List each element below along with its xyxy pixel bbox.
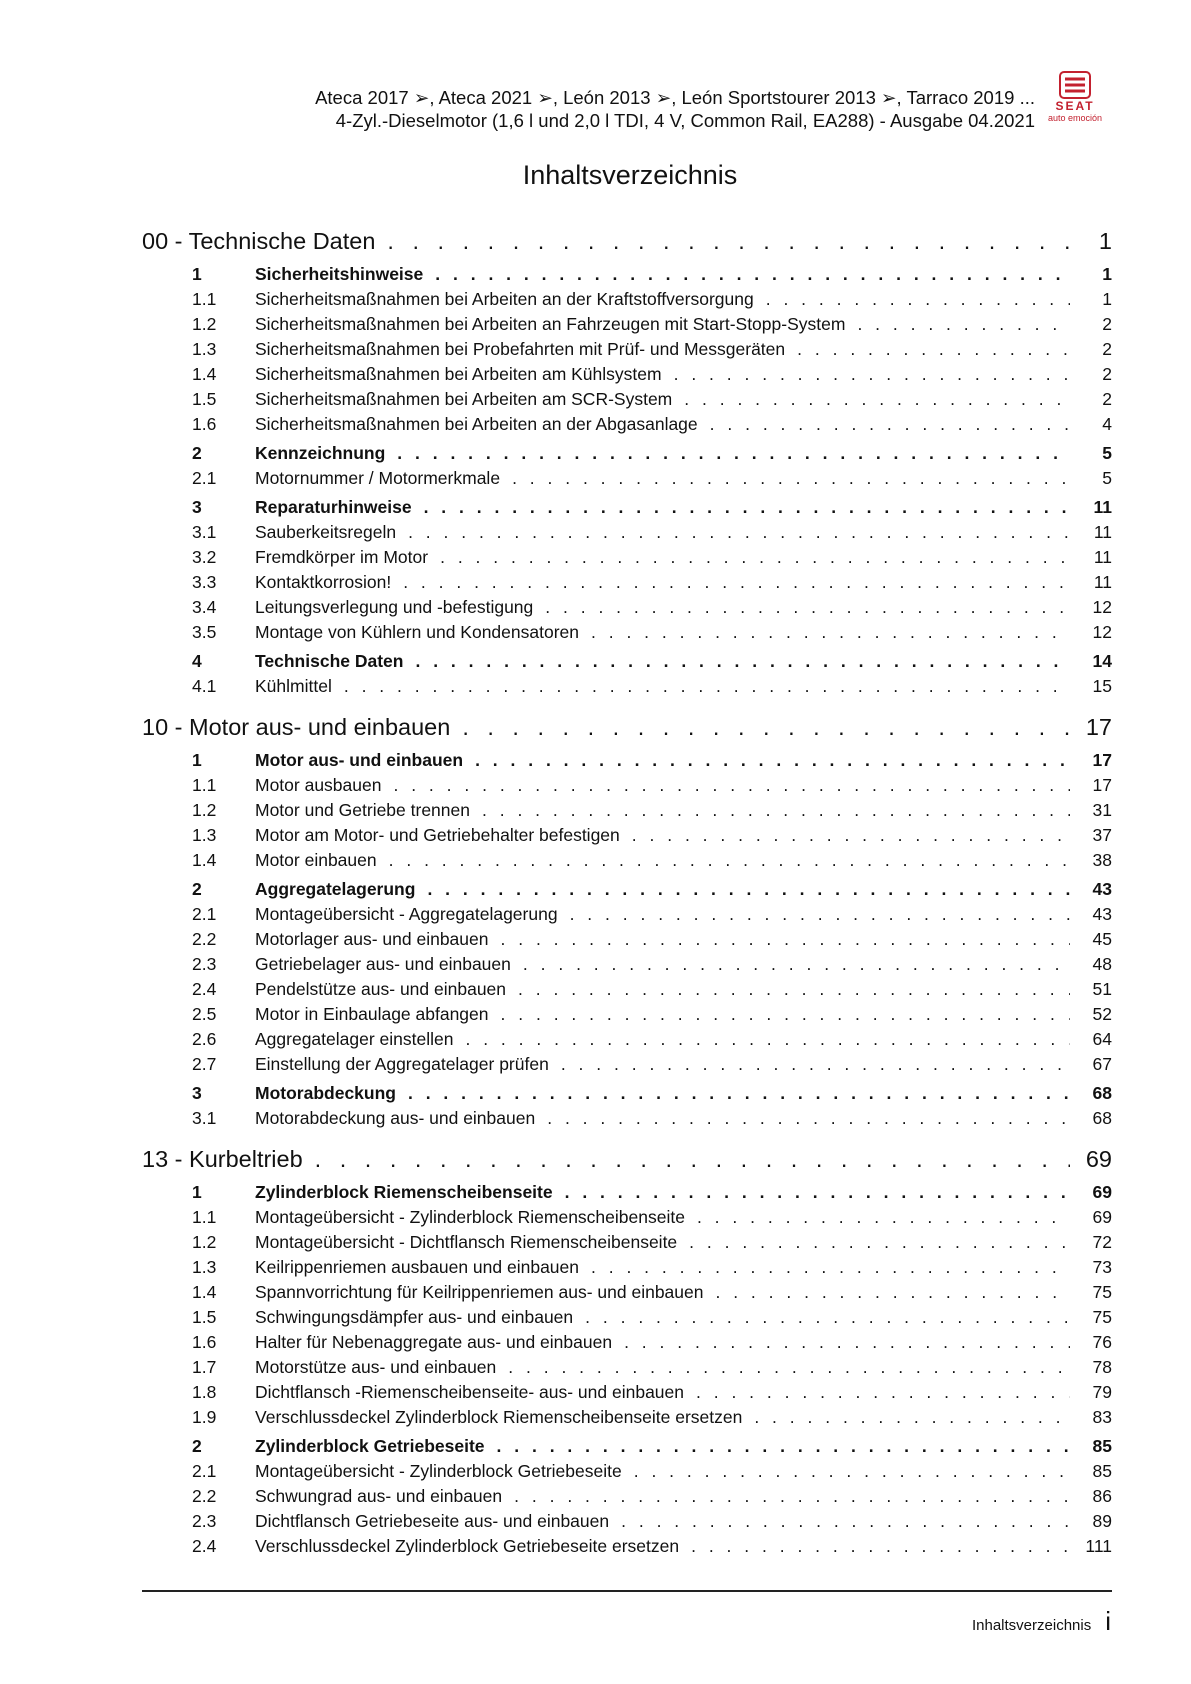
dot-leader: [715, 1282, 1070, 1303]
dot-leader: [523, 954, 1070, 975]
dot-leader: [565, 1182, 1070, 1203]
dot-leader: [427, 879, 1070, 900]
toc-subsection-entry-page: 78: [1092, 1357, 1112, 1377]
toc-section-entry-page: 68: [1092, 1083, 1112, 1103]
toc-subsection-entry-title: Motorabdeckung aus- und einbauen: [255, 1108, 536, 1128]
toc-subsection-entry[interactable]: [142, 1108, 1112, 1133]
toc-subsection-entry-number: 1.3: [192, 1257, 217, 1277]
toc-chapter-entry[interactable]: [142, 1146, 1112, 1178]
toc-section-entry-title: Aggregatelagerung: [255, 879, 416, 899]
dot-leader: [766, 289, 1070, 310]
seat-logo: [1040, 70, 1110, 123]
toc-subsection-entry-number: 1.3: [192, 339, 217, 359]
dot-leader: [415, 651, 1070, 672]
toc-subsection-entry-page: 75: [1092, 1307, 1112, 1327]
dot-leader: [674, 364, 1070, 385]
dot-leader: [585, 1307, 1070, 1328]
toc-subsection-entry-page: 72: [1092, 1232, 1112, 1252]
toc-section-entry[interactable]: [142, 750, 1112, 775]
toc-subsection-entry[interactable]: [142, 389, 1112, 414]
toc-subsection-entry[interactable]: [142, 1232, 1112, 1257]
toc-subsection-entry-page: 68: [1092, 1108, 1112, 1128]
toc-section-entry[interactable]: [142, 1083, 1112, 1108]
toc-subsection-entry-number: 2.1: [192, 468, 217, 488]
toc-subsection-entry-number: 1.9: [192, 1407, 217, 1427]
toc-subsection-entry-title: Motor und Getriebe trennen: [255, 800, 470, 820]
toc-subsection-entry-title: Spannvorrichtung für Keilrippenriemen aus- und einbauen: [255, 1282, 704, 1302]
toc-section-entry-title: Technische Daten: [255, 651, 404, 671]
toc-subsection-entry-page: 79: [1092, 1382, 1112, 1402]
toc-subsection-entry-number: 2.2: [192, 1486, 217, 1506]
dot-leader: [561, 1054, 1070, 1075]
footer-page-number: i: [1105, 1606, 1111, 1636]
table-of-contents: [142, 228, 1112, 1561]
dot-leader: [621, 1511, 1070, 1532]
dot-leader: [344, 676, 1070, 697]
toc-subsection-entry[interactable]: [142, 1486, 1112, 1511]
toc-subsection-entry-number: 3.3: [192, 572, 217, 592]
toc-subsection-entry-page: 67: [1092, 1054, 1112, 1074]
footer-divider: [142, 1590, 1112, 1592]
toc-subsection-entry[interactable]: [142, 1029, 1112, 1054]
toc-section-entry-number: 1: [192, 264, 202, 284]
dot-leader: [497, 1436, 1070, 1457]
toc-subsection-entry-number: 1.2: [192, 1232, 217, 1252]
dot-leader: [482, 800, 1070, 821]
page-title: Inhaltsverzeichnis: [522, 160, 738, 190]
dot-leader: [570, 904, 1070, 925]
toc-subsection-entry[interactable]: [142, 800, 1112, 825]
toc-chapter-entry[interactable]: [142, 228, 1112, 260]
toc-subsection-entry-number: 1.5: [192, 1307, 217, 1327]
dot-leader: [465, 1029, 1070, 1050]
toc-section-entry[interactable]: [142, 443, 1112, 468]
toc-section-entry-page: 14: [1092, 651, 1112, 671]
toc-chapter-entry[interactable]: [142, 714, 1112, 746]
dot-leader: [710, 414, 1070, 435]
toc-subsection-entry-number: 1.7: [192, 1357, 217, 1377]
dot-leader: [397, 443, 1070, 464]
toc-chapter: [142, 228, 1112, 701]
toc-section-entry-title: Kennzeichnung: [255, 443, 386, 463]
toc-subsection-entry-number: 1.4: [192, 364, 217, 384]
toc-section-entry-number: 2: [192, 443, 202, 463]
toc-subsection-entry-page: 64: [1092, 1029, 1112, 1049]
toc-subsection-entry[interactable]: [142, 1511, 1112, 1536]
dot-leader: [440, 547, 1070, 568]
toc-subsection-entry-page: 76: [1092, 1332, 1112, 1352]
toc-subsection-entry-page: 89: [1092, 1511, 1112, 1531]
toc-subsection-entry-number: 1.3: [192, 825, 217, 845]
toc-subsection-entry-title: Pendelstütze aus- und einbauen: [255, 979, 507, 999]
toc-subsection-entry-title: Leitungsverlegung und -befestigung: [255, 597, 534, 617]
toc-subsection-entry[interactable]: [142, 314, 1112, 339]
toc-section-entry[interactable]: [142, 651, 1112, 676]
toc-subsection-entry[interactable]: [142, 1357, 1112, 1382]
toc-subsection-entry[interactable]: [142, 339, 1112, 364]
dot-leader: [501, 929, 1071, 950]
toc-subsection-entry-page: 1: [1102, 289, 1112, 309]
dot-leader: [389, 850, 1070, 871]
toc-subsection-entry-title: Motorlager aus- und einbauen: [255, 929, 489, 949]
toc-subsection-entry[interactable]: [142, 1536, 1112, 1561]
toc-subsection-entry-number: 1.8: [192, 1382, 217, 1402]
toc-subsection-entry[interactable]: [142, 954, 1112, 979]
dot-leader: [797, 339, 1070, 360]
toc-subsection-entry-title: Kontaktkorrosion!: [255, 572, 392, 592]
toc-subsection-entry[interactable]: [142, 904, 1112, 929]
toc-subsection-entry-page: 51: [1092, 979, 1112, 999]
toc-subsection-entry-title: Montageübersicht - Dichtflansch Riemenscheibenseite: [255, 1232, 678, 1252]
toc-subsection-entry-page: 12: [1092, 622, 1112, 642]
toc-subsection-entry-title: Aggregatelager einstellen: [255, 1029, 454, 1049]
toc-subsection-entry-number: 2.4: [192, 1536, 217, 1556]
toc-chapter-entry-page: 1: [1098, 228, 1112, 254]
toc-subsection-entry-page: 4: [1102, 414, 1112, 434]
toc-subsection-entry-page: 17: [1092, 775, 1112, 795]
toc-section-entry[interactable]: [142, 1182, 1112, 1207]
dot-leader: [691, 1536, 1070, 1557]
dot-leader: [424, 497, 1070, 518]
dot-leader: [689, 1232, 1070, 1253]
toc-subsection-entry-page: 5: [1102, 468, 1112, 488]
logo-tagline: auto emoción: [1047, 113, 1103, 123]
toc-subsection-entry-title: Fremdkörper im Motor: [255, 547, 429, 567]
toc-subsection-entry-title: Schwungrad aus- und einbauen: [255, 1486, 503, 1506]
toc-section-entry-title: Motor aus- und einbauen: [255, 750, 464, 770]
dot-leader: [697, 1207, 1070, 1228]
toc-section-entry-number: 2: [192, 1436, 202, 1456]
dot-leader: [408, 1083, 1070, 1104]
logo-brand: SEAT: [1055, 99, 1095, 113]
dot-leader: [501, 1004, 1070, 1025]
toc-subsection-entry-title: Verschlussdeckel Zylinderblock Riemenscheibenseite ersetzen: [255, 1407, 743, 1427]
toc-section-entry-title: Zylinderblock Getriebeseite: [255, 1436, 485, 1456]
toc-subsection-entry-title: Motor ausbauen: [255, 775, 382, 795]
toc-subsection-entry-number: 2.7: [192, 1054, 217, 1074]
toc-subsection-entry[interactable]: [142, 522, 1112, 547]
page-footer: [972, 1606, 1111, 1637]
toc-chapter-entry-title: 00 - Technische Daten: [142, 228, 376, 254]
toc-section-entry-page: 43: [1092, 879, 1112, 899]
toc-subsection-entry-title: Halter für Nebenaggregate aus- und einbauen: [255, 1332, 613, 1352]
toc-subsection-entry[interactable]: [142, 468, 1112, 493]
toc-subsection-entry-page: 31: [1092, 800, 1112, 820]
dot-leader: [754, 1407, 1070, 1428]
toc-section-entry-page: 85: [1092, 1436, 1112, 1456]
toc-subsection-entry-page: 73: [1092, 1257, 1112, 1277]
dot-leader: [696, 1382, 1070, 1403]
toc-subsection-entry-number: 1.4: [192, 850, 217, 870]
toc-subsection-entry-number: 1.4: [192, 1282, 217, 1302]
toc-subsection-entry-title: Motorstütze aus- und einbauen: [255, 1357, 497, 1377]
toc-subsection-entry-page: 2: [1102, 364, 1112, 384]
dot-leader: [475, 750, 1070, 771]
toc-subsection-entry[interactable]: [142, 825, 1112, 850]
toc-subsection-entry[interactable]: [142, 1004, 1112, 1029]
toc-subsection-entry-title: Montage von Kühlern und Kondensatoren: [255, 622, 579, 642]
toc-subsection-entry[interactable]: [142, 676, 1112, 701]
toc-subsection-entry-number: 3.1: [192, 522, 217, 542]
header-models: Ateca 2017 ➢, Ateca 2021 ➢, León 2013 ➢, León Sportstourer 2013 ➢, Tarraco 2019 ...: [315, 87, 1035, 108]
toc-subsection-entry-number: 1.2: [192, 800, 217, 820]
toc-subsection-entry-number: 3.4: [192, 597, 217, 617]
toc-subsection-entry-number: 2.2: [192, 929, 217, 949]
toc-chapter: [142, 714, 1112, 1133]
toc-subsection-entry[interactable]: [142, 622, 1112, 647]
document-header: [0, 86, 1035, 132]
toc-subsection-entry-number: 2.6: [192, 1029, 217, 1049]
toc-subsection-entry[interactable]: [142, 572, 1112, 597]
toc-subsection-entry[interactable]: [142, 1382, 1112, 1407]
toc-subsection-entry[interactable]: [142, 364, 1112, 389]
toc-subsection-entry-page: 11: [1093, 522, 1112, 542]
toc-subsection-entry-title: Sicherheitsmaßnahmen bei Arbeiten an der Kraftstoffversorgung: [255, 289, 754, 309]
toc-subsection-entry[interactable]: [142, 1307, 1112, 1332]
toc-subsection-entry-page: 11: [1093, 547, 1112, 567]
toc-subsection-entry-number: 4.1: [192, 676, 217, 696]
toc-subsection-entry-number: 1.5: [192, 389, 217, 409]
dot-leader: [508, 1357, 1070, 1378]
dot-leader: [512, 468, 1070, 489]
toc-subsection-entry-number: 3.5: [192, 622, 217, 642]
toc-subsection-entry-page: 111: [1085, 1536, 1112, 1556]
toc-subsection-entry[interactable]: [142, 850, 1112, 875]
toc-subsection-entry[interactable]: [142, 1257, 1112, 1282]
toc-subsection-entry-page: 38: [1092, 850, 1112, 870]
toc-subsection-entry[interactable]: [142, 414, 1112, 439]
toc-subsection-entry-title: Dichtflansch -Riemenscheibenseite- aus- und einbauen: [255, 1382, 684, 1402]
dot-leader: [591, 1257, 1070, 1278]
toc-chapter-entry-title: 13 - Kurbeltrieb: [142, 1146, 303, 1172]
toc-section-entry-page: 1: [1102, 264, 1112, 284]
dot-leader: [684, 389, 1070, 410]
toc-subsection-entry[interactable]: [142, 979, 1112, 1004]
toc-subsection-entry-title: Motor einbauen: [255, 850, 377, 870]
toc-subsection-entry-number: 3.2: [192, 547, 217, 567]
toc-chapter-entry-page: 69: [1085, 1146, 1112, 1172]
toc-subsection-entry[interactable]: [142, 1332, 1112, 1357]
dot-leader: [634, 1461, 1070, 1482]
toc-section-entry-page: 17: [1092, 750, 1112, 770]
toc-section-entry-number: 2: [192, 879, 202, 899]
toc-section-entry-page: 5: [1102, 443, 1112, 463]
toc-subsection-entry-number: 1.1: [192, 775, 217, 795]
toc-subsection-entry-page: 2: [1102, 314, 1112, 334]
toc-subsection-entry-number: 1.6: [192, 414, 217, 434]
dot-leader: [393, 775, 1070, 796]
toc-section-entry-title: Sicherheitshinweise: [255, 264, 424, 284]
toc-section-entry[interactable]: [142, 264, 1112, 289]
toc-section-entry-number: 1: [192, 1182, 202, 1202]
toc-section-entry-number: 3: [192, 497, 202, 517]
toc-subsection-entry-title: Dichtflansch Getriebeseite aus- und einbauen: [255, 1511, 610, 1531]
toc-subsection-entry[interactable]: [142, 1282, 1112, 1307]
footer-label: Inhaltsverzeichnis: [971, 1617, 1092, 1634]
toc-subsection-entry-title: Sicherheitsmaßnahmen bei Arbeiten am Kühlsystem: [255, 364, 662, 384]
toc-subsection-entry-page: 11: [1093, 572, 1112, 592]
toc-subsection-entry-number: 2.3: [192, 954, 217, 974]
toc-subsection-entry-page: 52: [1092, 1004, 1112, 1024]
toc-subsection-entry-title: Verschlussdeckel Zylinderblock Getriebeseite ersetzen: [255, 1536, 680, 1556]
toc-subsection-entry-title: Montageübersicht - Zylinderblock Riemenscheibenseite: [255, 1207, 685, 1227]
toc-subsection-entry-page: 2: [1102, 389, 1112, 409]
toc-subsection-entry-number: 3.1: [192, 1108, 217, 1128]
toc-subsection-entry-number: 2.1: [192, 904, 217, 924]
toc-subsection-entry-page: 43: [1092, 904, 1112, 924]
dot-leader: [857, 314, 1070, 335]
dot-leader: [408, 522, 1070, 543]
dot-leader: [591, 622, 1070, 643]
toc-subsection-entry-number: 1.6: [192, 1332, 217, 1352]
toc-section-entry-number: 1: [192, 750, 202, 770]
toc-subsection-entry[interactable]: [142, 597, 1112, 622]
toc-subsection-entry-title: Montageübersicht - Zylinderblock Getriebeseite: [255, 1461, 622, 1481]
toc-chapter-entry-page: 17: [1085, 714, 1112, 740]
toc-subsection-entry-title: Montageübersicht - Aggregatelagerung: [255, 904, 558, 924]
toc-section-entry[interactable]: [142, 497, 1112, 522]
toc-subsection-entry-number: 2.1: [192, 1461, 217, 1481]
dot-leader: [462, 714, 1070, 741]
toc-subsection-entry-number: 1.1: [192, 1207, 217, 1227]
dot-leader: [403, 572, 1070, 593]
toc-subsection-entry-title: Sicherheitsmaßnahmen bei Probefahrten mit Prüf- und Messgeräten: [255, 339, 786, 359]
dot-leader: [435, 264, 1070, 285]
toc-subsection-entry-page: 86: [1092, 1486, 1112, 1506]
dot-leader: [632, 825, 1070, 846]
toc-subsection-entry-number: 2.4: [192, 979, 217, 999]
dot-leader: [514, 1486, 1070, 1507]
toc-subsection-entry[interactable]: [142, 1054, 1112, 1079]
toc-subsection-entry-number: 2.3: [192, 1511, 217, 1531]
toc-subsection-entry[interactable]: [142, 1461, 1112, 1486]
toc-subsection-entry-page: 45: [1092, 929, 1112, 949]
toc-subsection-entry-title: Kühlmittel: [255, 676, 332, 696]
dot-leader: [545, 597, 1070, 618]
toc-section-entry-page: 11: [1093, 497, 1112, 517]
toc-subsection-entry-title: Getriebelager aus- und einbauen: [255, 954, 511, 974]
toc-subsection-entry-title: Sicherheitsmaßnahmen bei Arbeiten an der Abgasanlage: [255, 414, 698, 434]
toc-subsection-entry-page: 85: [1092, 1461, 1112, 1481]
toc-subsection-entry-page: 75: [1092, 1282, 1112, 1302]
toc-subsection-entry-page: 83: [1092, 1407, 1112, 1427]
toc-subsection-entry-title: Sauberkeitsregeln: [255, 522, 397, 542]
toc-subsection-entry-number: 2.5: [192, 1004, 217, 1024]
toc-section-entry-title: Reparaturhinweise: [255, 497, 412, 517]
dot-leader: [518, 979, 1070, 1000]
toc-subsection-entry[interactable]: [142, 1207, 1112, 1232]
toc-subsection-entry-title: Sicherheitsmaßnahmen bei Arbeiten am SCR-System: [255, 389, 673, 409]
toc-subsection-entry[interactable]: [142, 289, 1112, 314]
seat-logo-icon: [1058, 70, 1092, 100]
toc-section-entry-title: Zylinderblock Riemenscheibenseite: [255, 1182, 553, 1202]
toc-subsection-entry-number: 1.2: [192, 314, 217, 334]
toc-subsection-entry-title: Keilrippenriemen ausbauen und einbauen: [255, 1257, 579, 1277]
toc-subsection-entry-title: Motor am Motor- und Getriebehalter befestigen: [255, 825, 620, 845]
toc-subsection-entry[interactable]: [142, 547, 1112, 572]
toc-subsection-entry-page: 2: [1102, 339, 1112, 359]
toc-chapter: [142, 1146, 1112, 1561]
toc-subsection-entry[interactable]: [142, 1407, 1112, 1432]
toc-section-entry[interactable]: [142, 1436, 1112, 1461]
header-engine-edition: 4-Zyl.-Dieselmotor (1,6 l und 2,0 l TDI, 4 V, Common Rail, EA288) - Ausgabe 04.2021: [335, 110, 1035, 131]
toc-subsection-entry-title: Motor in Einbaulage abfangen: [255, 1004, 489, 1024]
toc-section-entry-page: 69: [1092, 1182, 1112, 1202]
toc-subsection-entry-page: 15: [1092, 676, 1112, 696]
toc-subsection-entry[interactable]: [142, 929, 1112, 954]
dot-leader: [624, 1332, 1070, 1353]
toc-subsection-entry-page: 48: [1092, 954, 1112, 974]
toc-section-entry-number: 3: [192, 1083, 202, 1103]
dot-leader: [315, 1146, 1070, 1173]
toc-section-entry-title: Motorabdeckung: [255, 1083, 396, 1103]
toc-subsection-entry-title: Sicherheitsmaßnahmen bei Arbeiten an Fahrzeugen mit Start-Stopp-System: [255, 314, 846, 334]
toc-section-entry-number: 4: [192, 651, 202, 671]
toc-subsection-entry-title: Schwingungsdämpfer aus- und einbauen: [255, 1307, 574, 1327]
dot-leader: [387, 228, 1070, 255]
toc-subsection-entry-page: 12: [1092, 597, 1112, 617]
toc-subsection-entry-title: Einstellung der Aggregatelager prüfen: [255, 1054, 549, 1074]
toc-subsection-entry[interactable]: [142, 775, 1112, 800]
toc-subsection-entry-number: 1.1: [192, 289, 217, 309]
dot-leader: [547, 1108, 1070, 1129]
toc-subsection-entry-page: 37: [1092, 825, 1112, 845]
toc-subsection-entry-title: Motornummer / Motormerkmale: [255, 468, 501, 488]
toc-subsection-entry-page: 69: [1092, 1207, 1112, 1227]
toc-section-entry[interactable]: [142, 879, 1112, 904]
toc-chapter-entry-title: 10 - Motor aus- und einbauen: [142, 714, 451, 740]
